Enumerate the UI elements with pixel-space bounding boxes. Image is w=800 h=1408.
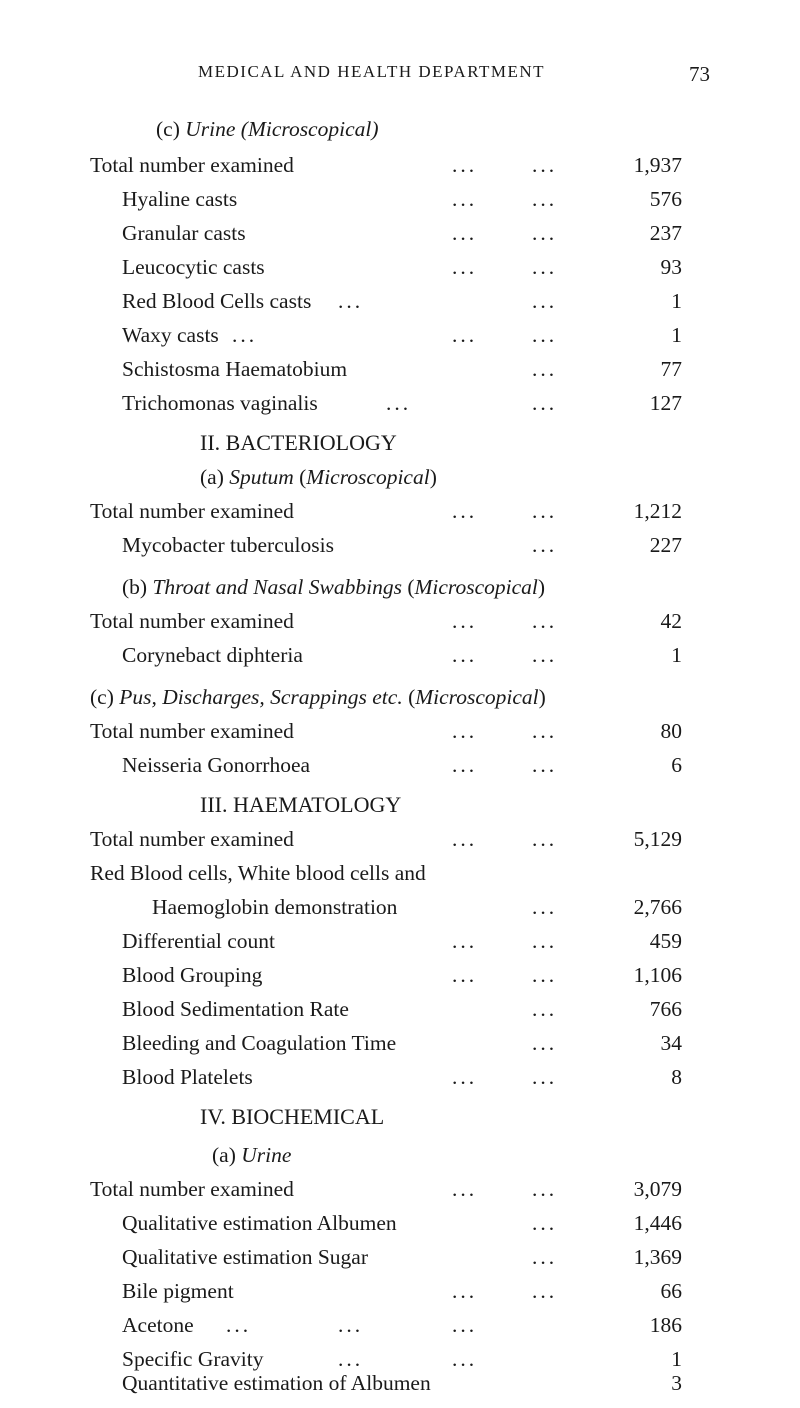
subsection-title-sputum: (a) Sputum (Microscopical) <box>200 465 437 489</box>
leader-dots: ... <box>532 1177 558 1201</box>
table-row <box>0 494 800 528</box>
page-number: 73 <box>689 62 710 86</box>
row-label: Total number examined <box>90 719 294 743</box>
table-row <box>0 890 800 924</box>
row-label: Granular casts <box>122 221 246 245</box>
row-label: Haemoglobin demonstration <box>152 895 398 919</box>
row-value: 93 <box>660 255 682 279</box>
row-value: 66 <box>660 1279 682 1303</box>
table-row <box>0 1368 800 1398</box>
table-row <box>0 216 800 250</box>
table-row <box>0 856 800 890</box>
table-row <box>0 748 800 782</box>
leader-dots: ... <box>452 1065 478 1089</box>
leader-dots: ... <box>338 1347 364 1371</box>
leader-dots: ... <box>532 391 558 415</box>
row-label: Differential count <box>122 929 276 953</box>
row-label: Neisseria Gonorrhoea <box>122 753 311 777</box>
section-heading-bacteriology: II. BACTERIOLOGY <box>200 430 397 455</box>
leader-dots: ... <box>532 609 558 633</box>
leader-dots: ... <box>532 895 558 919</box>
leader-dots: ... <box>532 289 558 313</box>
table-row <box>0 1308 800 1342</box>
row-label: Acetone <box>122 1313 194 1337</box>
section-heading-biochemical: IV. BIOCHEMICAL <box>200 1104 385 1129</box>
leader-dots: ... <box>452 153 478 177</box>
leader-dots: ... <box>532 323 558 347</box>
row-label: Hyaline casts <box>122 187 238 211</box>
row-value: 8 <box>671 1065 682 1089</box>
table-row <box>0 148 800 182</box>
leader-dots: ... <box>452 827 478 851</box>
row-label: Total number examined <box>90 827 294 851</box>
row-label: Trichomonas vaginalis <box>122 391 318 415</box>
leader-dots: ... <box>532 1245 558 1269</box>
row-value: 80 <box>660 719 682 743</box>
running-title: MEDICAL AND HEALTH DEPARTMENT <box>198 62 546 81</box>
table-row <box>0 638 800 672</box>
row-label: Quantitative estimation of Albumen <box>122 1371 431 1395</box>
leader-dots: ... <box>532 827 558 851</box>
section-heading-haematology: III. HAEMATOLOGY <box>200 792 402 817</box>
table-row <box>0 1172 800 1206</box>
row-value: 186 <box>649 1313 682 1337</box>
table-row <box>0 1240 800 1274</box>
row-value: 42 <box>660 609 682 633</box>
row-value: 77 <box>660 357 682 381</box>
row-value: 1 <box>671 643 682 667</box>
leader-dots: ... <box>532 1279 558 1303</box>
table-row <box>0 352 800 386</box>
table-row <box>0 284 800 318</box>
leader-dots: ... <box>452 753 478 777</box>
leader-dots: ... <box>452 221 478 245</box>
leader-dots: ... <box>532 221 558 245</box>
row-label: Blood Platelets <box>122 1065 253 1089</box>
row-label: Blood Grouping <box>122 963 263 987</box>
leader-dots: ... <box>452 323 478 347</box>
leader-dots: ... <box>452 643 478 667</box>
row-label: Blood Sedimentation Rate <box>122 997 349 1021</box>
leader-dots: ... <box>532 255 558 279</box>
table-row <box>0 1026 800 1060</box>
row-value: 766 <box>649 997 682 1021</box>
subsection-title-pus-discharges: (c) Pus, Discharges, Scrappings etc. (Microscopical) <box>90 685 546 709</box>
leader-dots: ... <box>232 323 258 347</box>
table-row <box>0 604 800 638</box>
section-title-urine-microscopical: (c) Urine (Microscopical) <box>156 117 379 141</box>
row-value: 576 <box>649 187 682 211</box>
table-row <box>0 250 800 284</box>
leader-dots: ... <box>452 719 478 743</box>
table-row <box>0 822 800 856</box>
leader-dots: ... <box>386 391 412 415</box>
row-label: Mycobacter tuberculosis <box>122 533 334 557</box>
leader-dots: ... <box>452 187 478 211</box>
leader-dots: ... <box>532 719 558 743</box>
leader-dots: ... <box>452 255 478 279</box>
row-value: 1 <box>671 323 682 347</box>
row-label: Qualitative estimation Sugar <box>122 1245 369 1269</box>
row-label: Schistosma Haematobium <box>122 357 348 381</box>
table-row <box>0 1206 800 1240</box>
leader-dots: ... <box>532 357 558 381</box>
leader-dots: ... <box>452 609 478 633</box>
leader-dots: ... <box>532 533 558 557</box>
row-value: 1,369 <box>633 1245 682 1269</box>
row-value: 1 <box>671 1347 682 1371</box>
row-value: 3,079 <box>633 1177 682 1201</box>
row-label: Total number examined <box>90 499 294 523</box>
subsection-title-urine: (a) Urine <box>212 1143 292 1167</box>
row-value: 1,212 <box>633 499 682 523</box>
row-value: 5,129 <box>633 827 682 851</box>
table-row <box>0 958 800 992</box>
row-value: 1,446 <box>633 1211 682 1235</box>
row-value: 6 <box>671 753 682 777</box>
leader-dots: ... <box>452 963 478 987</box>
row-value: 34 <box>660 1031 682 1055</box>
row-value: 3 <box>671 1371 682 1395</box>
leader-dots: ... <box>532 1031 558 1055</box>
row-label: Waxy casts <box>122 323 219 347</box>
leader-dots: ... <box>452 1313 478 1337</box>
leader-dots: ... <box>532 643 558 667</box>
row-label: Bile pigment <box>122 1279 234 1303</box>
leader-dots: ... <box>532 499 558 523</box>
leader-dots: ... <box>532 963 558 987</box>
leader-dots: ... <box>532 929 558 953</box>
leader-dots: ... <box>452 1279 478 1303</box>
table-row <box>0 924 800 958</box>
leader-dots: ... <box>532 153 558 177</box>
row-label: Total number examined <box>90 609 294 633</box>
leader-dots: ... <box>452 929 478 953</box>
row-value: 1 <box>671 289 682 313</box>
table-row <box>0 528 800 562</box>
table-row <box>0 318 800 352</box>
leader-dots: ... <box>532 997 558 1021</box>
leader-dots: ... <box>452 499 478 523</box>
row-value: 1,106 <box>633 963 682 987</box>
table-row <box>0 714 800 748</box>
leader-dots: ... <box>452 1177 478 1201</box>
row-label: Total number examined <box>90 1177 294 1201</box>
row-value: 237 <box>649 221 682 245</box>
row-label: Corynebact diphteria <box>122 643 303 667</box>
table-row <box>0 1060 800 1094</box>
row-label: Qualitative estimation Albumen <box>122 1211 397 1235</box>
table-row <box>0 386 800 420</box>
leader-dots: ... <box>532 1065 558 1089</box>
table-row <box>0 182 800 216</box>
leader-dots: ... <box>532 1211 558 1235</box>
leader-dots: ... <box>452 1347 478 1371</box>
leader-dots: ... <box>532 753 558 777</box>
row-label: Total number examined <box>90 153 294 177</box>
leader-dots: ... <box>338 289 364 313</box>
subsection-title-throat-nasal: (b) Throat and Nasal Swabbings (Microscopical) <box>122 575 546 599</box>
row-label: Red Blood Cells casts <box>122 289 312 313</box>
row-label: Specific Gravity <box>122 1347 264 1371</box>
table-row <box>0 1274 800 1308</box>
page-header <box>0 62 800 92</box>
table-row <box>0 992 800 1026</box>
leader-dots: ... <box>532 187 558 211</box>
row-value: 127 <box>649 391 682 415</box>
leader-dots: ... <box>338 1313 364 1337</box>
row-label: Bleeding and Coagulation Time <box>122 1031 397 1055</box>
row-value: 459 <box>649 929 682 953</box>
row-label: Red Blood cells, White blood cells and <box>90 861 426 885</box>
row-value: 1,937 <box>633 153 682 177</box>
leader-dots: ... <box>226 1313 252 1337</box>
row-label: Leucocytic casts <box>122 255 265 279</box>
row-value: 227 <box>649 533 682 557</box>
row-value: 2,766 <box>633 895 682 919</box>
